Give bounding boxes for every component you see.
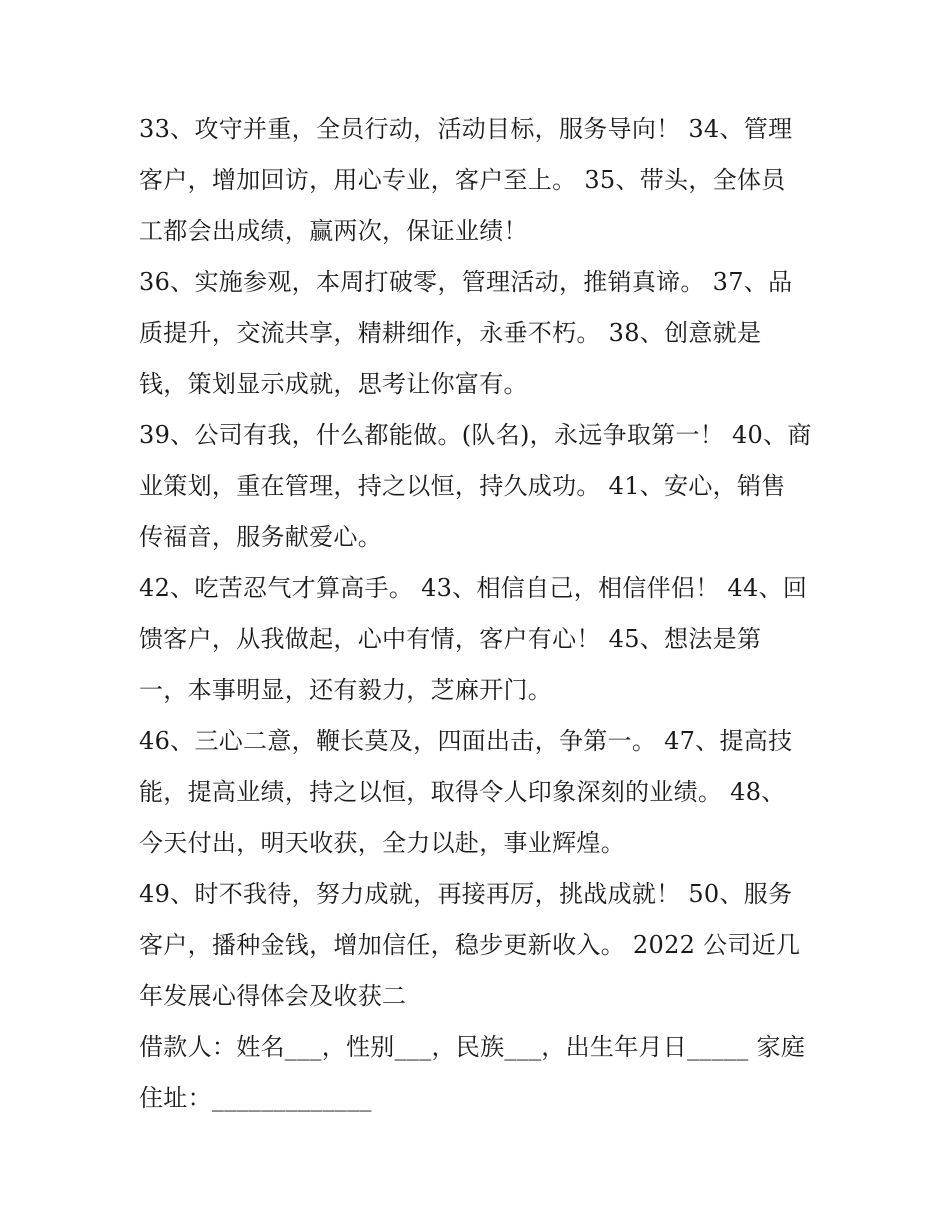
text-line: 传福音，服务献爱心。 (139, 523, 382, 551)
text-line: 39、公司有我，什么都能做。(队名)，永远争取第一！ 40、商 (139, 421, 812, 449)
text-line: 42、吃苦忍气才算高手。 43、相信自己，相信伴侣！ 44、回 (139, 574, 808, 602)
text-line: 年发展心得体会及收获二 (139, 982, 407, 1010)
text-line: 馈客户，从我做起，心中有情，客户有心！ 45、想法是第 (139, 625, 762, 653)
text-line: 46、三心二意，鞭长莫及，四面出击，争第一。 47、提高技 (139, 727, 793, 755)
text-line: 业策划，重在管理，持之以恒，持久成功。 41、安心，销售 (139, 472, 786, 500)
text-line: 客户，播种金钱，增加信任，稳步更新收入。 2022 公司近几 (139, 931, 801, 959)
text-line: 客户，增加回访，用心专业，客户至上。 35、带头，全体员 (139, 166, 786, 194)
text-line: 借款人：姓名___，性别___，民族___，出生年月日_____ 家庭 (139, 1033, 806, 1061)
text-line: 住址：_____________ (139, 1084, 372, 1112)
text-line: 一，本事明显，还有毅力，芝麻开门。 (139, 676, 553, 704)
text-line: 工都会出成绩，赢两次，保证业绩！ (139, 217, 528, 245)
text-line: 今天付出，明天收获，全力以赴，事业辉煌。 (139, 829, 625, 857)
text-line: 49、时不我待，努力成就，再接再厉，挑战成就！ 50、服务 (139, 880, 793, 908)
text-line: 能，提高业绩，持之以恒，取得令人印象深刻的业绩。 48、 (139, 778, 786, 806)
text-line: 质提升，交流共享，精耕细作，永垂不朽。 38、创意就是 (139, 319, 762, 347)
text-line: 33、攻守并重，全员行动，活动目标，服务导向！ 34、管理 (139, 115, 793, 143)
text-line: 36、实施参观，本周打破零，管理活动，推销真谛。 37、品 (139, 268, 793, 296)
text-line: 钱，策划显示成就，思考让你富有。 (139, 370, 528, 398)
document-body (139, 104, 819, 1124)
